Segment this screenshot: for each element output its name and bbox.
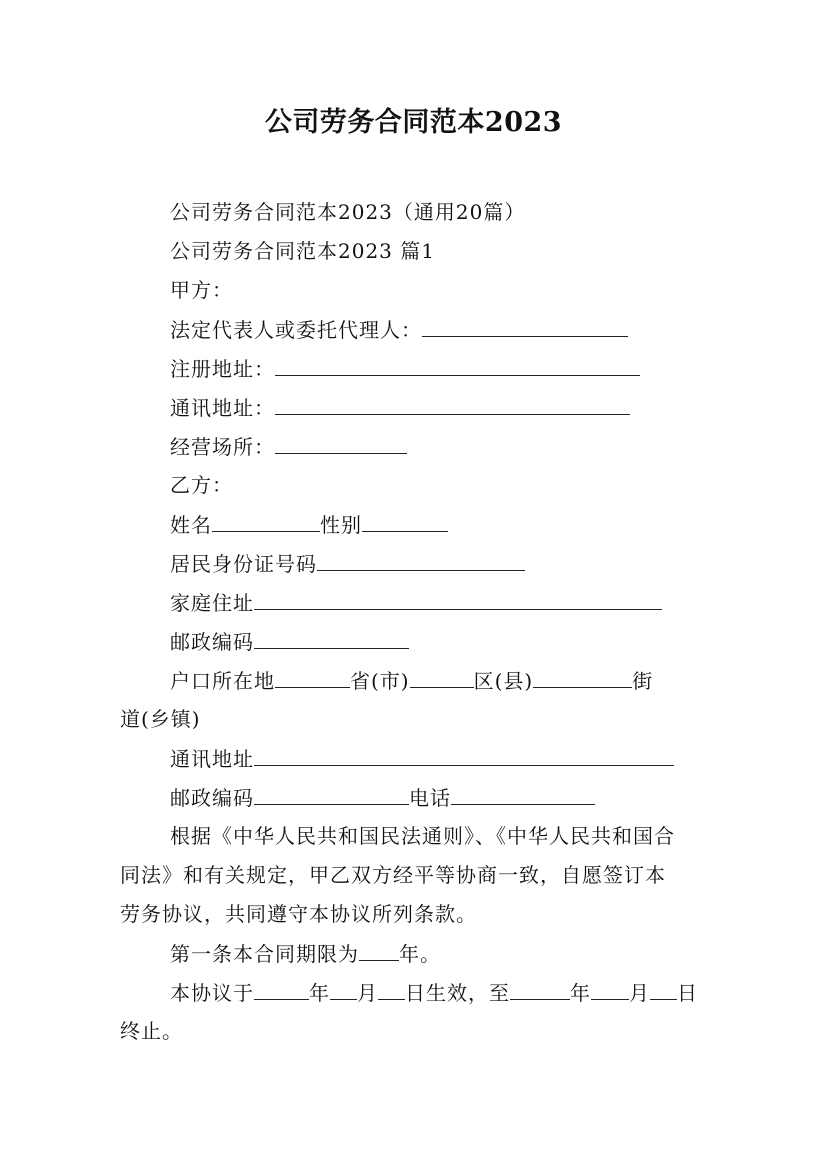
representative-label: 法定代表人或委托代理人： — [170, 318, 422, 342]
section-heading: 公司劳务合同范本2023 篇1 — [170, 239, 435, 263]
postal-code-field[interactable] — [254, 626, 409, 649]
end-year-field[interactable] — [510, 977, 570, 1000]
registered-address-label: 注册地址： — [170, 357, 275, 381]
province-label: 省(市) — [350, 669, 410, 693]
mailing-address-field[interactable] — [275, 392, 630, 415]
party-a-representative-row — [170, 314, 628, 345]
paragraph-1-line-3: 劳务协议，共同遵守本协议所列条款。 — [120, 902, 477, 926]
home-address-field[interactable] — [254, 587, 662, 610]
article-1-suffix: 年。 — [399, 942, 441, 966]
mailing-address-label: 通讯地址： — [170, 396, 275, 420]
id-number-field[interactable] — [317, 548, 525, 571]
effective-end-line: 终止。 — [120, 1019, 183, 1043]
paragraph-1-line-2: 同法》和有关规定，甲乙双方经平等协商一致，自愿签订本 — [120, 863, 666, 887]
party-b-mailing-address-field[interactable] — [254, 743, 674, 766]
article-1-prefix: 第一条本合同期限为 — [170, 942, 359, 966]
name-field[interactable] — [212, 509, 320, 532]
start-year-label: 年 — [309, 981, 330, 1005]
party-b-name-gender-row — [170, 509, 448, 540]
gender-field[interactable] — [362, 509, 448, 532]
term-years-field[interactable] — [359, 938, 399, 961]
effective-date-row — [170, 977, 698, 1008]
party-b-town-row: 道(乡镇) — [120, 707, 201, 731]
phone-label: 电话 — [409, 786, 451, 810]
end-day-field[interactable] — [650, 977, 677, 1000]
party-b-id-row — [170, 548, 525, 579]
business-premises-field[interactable] — [275, 431, 407, 454]
party-b-postal-code-row — [170, 626, 409, 657]
effective-prefix: 本协议于 — [170, 981, 254, 1005]
province-field[interactable] — [275, 665, 350, 688]
end-month-label: 月 — [629, 981, 650, 1005]
start-year-field[interactable] — [254, 977, 309, 1000]
party-a-registered-address-row — [170, 353, 640, 384]
start-day-field[interactable] — [378, 977, 405, 1000]
document-title: 公司劳务合同范本2023 — [264, 107, 563, 138]
name-label: 姓名 — [170, 513, 212, 537]
party-b-mailing-address-label: 通讯地址 — [170, 747, 254, 771]
start-day-label: 日生效，至 — [405, 981, 510, 1005]
party-b-mailing-address-row — [170, 743, 674, 774]
street-label: 街 — [632, 669, 654, 693]
paragraph-1-line-1: 根据《中华人民共和国民法通则》、《中华人民共和国合 — [170, 824, 675, 848]
party-b-home-address-row — [170, 587, 662, 618]
party-b-label: 乙方： — [170, 473, 233, 497]
party-a-mailing-address-row — [170, 392, 630, 423]
representative-field[interactable] — [422, 314, 628, 337]
party-a-label: 甲方： — [170, 278, 233, 302]
party-b-hukou-row — [170, 665, 653, 696]
district-label: 区(县) — [473, 669, 534, 693]
postal-code-2-label: 邮政编码 — [170, 786, 254, 810]
postal-code-2-field[interactable] — [254, 782, 409, 805]
end-day-label: 日 — [677, 981, 698, 1005]
street-field[interactable] — [533, 665, 632, 688]
start-month-field[interactable] — [330, 977, 357, 1000]
phone-field[interactable] — [451, 782, 595, 805]
home-address-label: 家庭住址 — [170, 591, 254, 615]
end-month-field[interactable] — [591, 977, 629, 1000]
document-subtitle: 公司劳务合同范本2023（通用20篇） — [170, 200, 526, 224]
article-1-row — [170, 938, 441, 969]
business-premises-label: 经营场所： — [170, 435, 275, 459]
start-month-label: 月 — [357, 981, 378, 1005]
registered-address-field[interactable] — [275, 353, 640, 376]
end-year-label: 年 — [570, 981, 591, 1005]
hukou-label: 户口所在地 — [170, 669, 275, 693]
postal-code-label: 邮政编码 — [170, 630, 254, 654]
party-a-business-premises-row — [170, 431, 407, 462]
party-b-postal-phone-row — [170, 782, 595, 813]
id-number-label: 居民身份证号码 — [170, 552, 317, 576]
district-field[interactable] — [410, 665, 474, 688]
gender-label: 性别 — [320, 513, 362, 537]
